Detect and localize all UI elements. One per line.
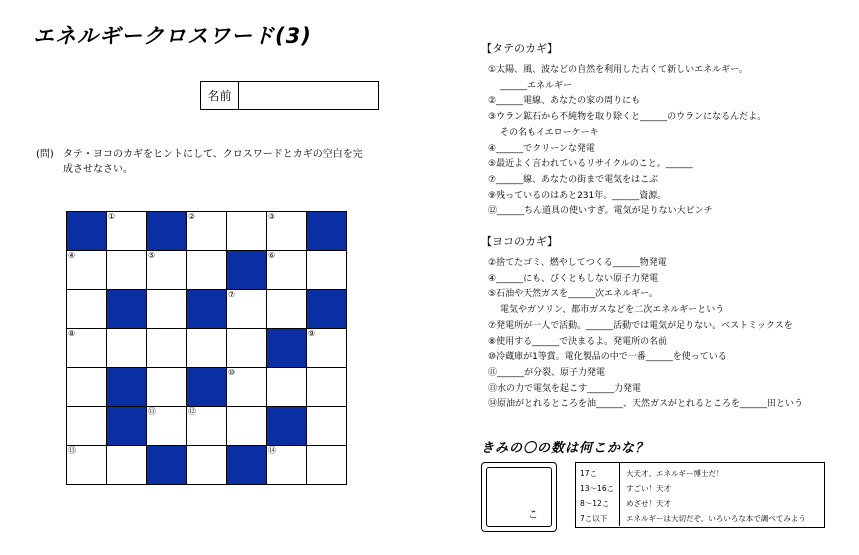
- name-input-area[interactable]: [239, 82, 378, 109]
- clue-number: ②: [188, 212, 196, 221]
- black-cell: [307, 290, 347, 329]
- question-tag: (問): [36, 149, 54, 160]
- crossword-grid: [66, 211, 347, 485]
- clue-number: ①: [108, 212, 116, 221]
- grid-cell[interactable]: [187, 329, 227, 368]
- question-line-1: タテ・ヨコのカギをヒントにして、クロスワードとカギの空白を完: [63, 149, 363, 160]
- score-row: [576, 511, 824, 526]
- grid-cell[interactable]: [307, 329, 347, 368]
- black-cell: [67, 212, 107, 251]
- clue-number: ⑨: [308, 329, 316, 338]
- grid-cell[interactable]: [107, 251, 147, 290]
- yoko-clue: 電気やガソリン、都市ガスなどを二次エネルギーという: [500, 305, 725, 316]
- grid-cell[interactable]: [267, 368, 307, 407]
- grid-cell[interactable]: [67, 290, 107, 329]
- black-cell: [227, 251, 267, 290]
- clue-number: ④: [68, 251, 76, 260]
- grid-cell[interactable]: [187, 251, 227, 290]
- score-table: [575, 462, 825, 528]
- yoko-clue: ⑬水の力で電気を起こす______力発電: [488, 383, 642, 394]
- question-instructions: [36, 147, 386, 177]
- grid-cell[interactable]: [227, 407, 267, 446]
- grid-cell[interactable]: [267, 251, 307, 290]
- score-row: [576, 481, 824, 496]
- black-cell: [267, 329, 307, 368]
- black-cell: [187, 290, 227, 329]
- grid-cell[interactable]: [67, 407, 107, 446]
- clue-number: ⑪: [148, 407, 156, 416]
- yoko-clue-list: [488, 256, 803, 413]
- black-cell: [107, 407, 147, 446]
- grid-cell[interactable]: [187, 446, 227, 485]
- grid-cell[interactable]: [147, 251, 187, 290]
- score-message: 大天才、エネルギー博士だ！: [626, 469, 724, 478]
- tate-clue: その名もイエローケーキ: [500, 127, 599, 138]
- tate-clue: ⑨残っているのはあと231年。______資源。: [488, 190, 667, 201]
- grid-cell[interactable]: [227, 212, 267, 251]
- clue-number: ⑧: [68, 329, 76, 338]
- tate-clue-list: [488, 63, 766, 220]
- score-row: [576, 466, 824, 481]
- yoko-clue: ④______にも、びくともしない原子力発電: [488, 273, 659, 284]
- grid-cell[interactable]: [307, 368, 347, 407]
- clue-number: ⑤: [148, 251, 156, 260]
- name-label: 名前: [201, 82, 239, 109]
- grid-cell[interactable]: [147, 368, 187, 407]
- clue-number: ⑥: [268, 251, 276, 260]
- grid-cell[interactable]: [107, 446, 147, 485]
- black-cell: [187, 368, 227, 407]
- grid-cell[interactable]: [67, 368, 107, 407]
- grid-cell[interactable]: [267, 446, 307, 485]
- grid-cell[interactable]: [107, 329, 147, 368]
- grid-cell[interactable]: [147, 290, 187, 329]
- tate-clue: ⑦______線、あなたの街まで電気をはこぶ: [488, 174, 659, 185]
- black-cell: [147, 446, 187, 485]
- black-cell: [107, 290, 147, 329]
- tate-clue: ______エネルギー: [500, 80, 573, 91]
- yoko-clue: ②捨てたゴミ、燃やしてつくる______物発電: [488, 258, 667, 268]
- grid-cell[interactable]: [187, 212, 227, 251]
- yoko-clue: ⑩冷蔵庫が1等賞。電化製品の中で一番______を使っている: [488, 352, 727, 363]
- grid-cell[interactable]: [147, 407, 187, 446]
- tate-heading: 【タテのカギ】: [481, 42, 558, 55]
- clue-number: ⑬: [68, 446, 76, 455]
- grid-cell[interactable]: [267, 212, 307, 251]
- score-question: きみの〇の数は何こかな？: [481, 441, 650, 456]
- clue-number: ⑫: [188, 407, 196, 416]
- clue-number: ⑭: [268, 446, 276, 455]
- clue-number: ⑩: [228, 368, 236, 377]
- score-range: 8〜12こ: [576, 496, 620, 511]
- answer-box[interactable]: [481, 462, 557, 532]
- answer-unit: こ: [528, 510, 538, 521]
- score-message: エネルギーは大切だぞ、いろいろな本で調べてみよう: [626, 514, 806, 523]
- tate-clue: ③ウラン鉱石から不純物を取り除くと______のウランになるんだよ。: [488, 112, 767, 123]
- black-cell: [147, 212, 187, 251]
- grid-cell[interactable]: [67, 329, 107, 368]
- black-cell: [227, 446, 267, 485]
- name-field[interactable]: [200, 81, 379, 110]
- tate-clue: ④______でクリーンな発電: [488, 143, 595, 154]
- answer-box-inner: [486, 467, 552, 527]
- yoko-clue: ⑤石油や天然ガスを______次エネルギー。: [488, 289, 658, 300]
- grid-cell[interactable]: [227, 290, 267, 329]
- clue-number: ③: [268, 212, 276, 221]
- yoko-heading: 【ヨコのカギ】: [481, 235, 558, 248]
- grid-cell[interactable]: [307, 407, 347, 446]
- page-title: エネルギークロスワード(3): [33, 24, 312, 48]
- score-range: 7こ以下: [576, 511, 620, 526]
- grid-cell[interactable]: [307, 251, 347, 290]
- score-message: めざせ！天才: [626, 499, 671, 508]
- grid-cell[interactable]: [67, 251, 107, 290]
- clue-number: ⑦: [228, 290, 236, 299]
- grid-cell[interactable]: [147, 329, 187, 368]
- grid-cell[interactable]: [67, 446, 107, 485]
- question-line-2: 成させなさい。: [63, 164, 133, 175]
- yoko-clue: ⑭原油がとれるところを油______、天然ガスがとれるところを______田という: [488, 399, 804, 410]
- tate-clue: ②______電線、あなたの家の周りにも: [488, 96, 641, 107]
- score-range: 17こ: [576, 466, 620, 481]
- grid-cell[interactable]: [187, 407, 227, 446]
- grid-cell[interactable]: [227, 368, 267, 407]
- tate-clue: ①太陽、風、波などの自然を利用した古くて新しいエネルギー。: [488, 65, 748, 75]
- yoko-clue: ⑦発電所が一人で活動。______活動では電気が足りない。ベストミックスを: [488, 320, 793, 331]
- score-range: 13〜16こ: [576, 481, 620, 496]
- yoko-clue: ⑧使用する______で決まるよ。発電所の名前: [488, 336, 668, 347]
- black-cell: [107, 368, 147, 407]
- grid-cell[interactable]: [307, 446, 347, 485]
- grid-cell[interactable]: [227, 329, 267, 368]
- black-cell: [307, 212, 347, 251]
- grid-cell[interactable]: [267, 290, 307, 329]
- grid-cell[interactable]: [107, 212, 147, 251]
- score-row: [576, 496, 824, 511]
- black-cell: [267, 407, 307, 446]
- score-message: すごい！天才: [626, 484, 671, 493]
- yoko-clue: ⑪______が分裂、原子力発電: [488, 367, 606, 378]
- tate-clue: ⑫______ちん道具の使いすぎ。電気が足りない大ピンチ: [488, 206, 713, 217]
- tate-clue: ⑤最近よく言われているリサイクルのこと。______: [488, 159, 693, 170]
